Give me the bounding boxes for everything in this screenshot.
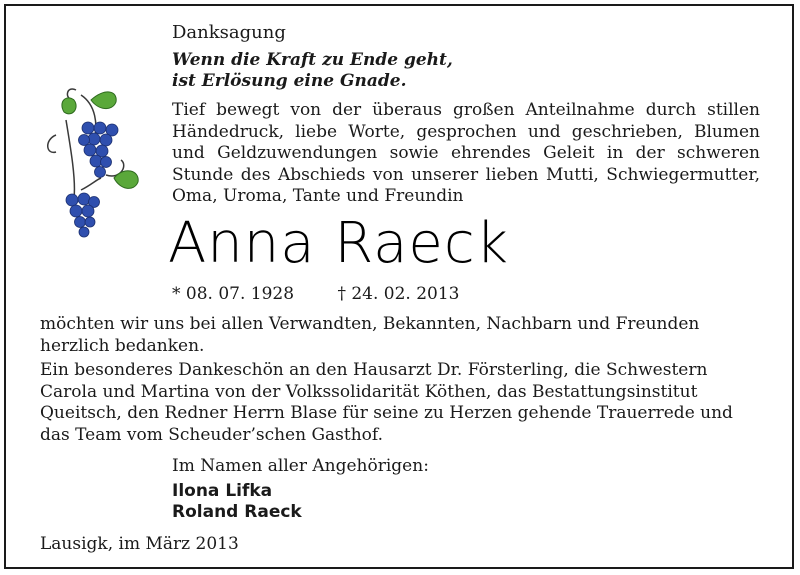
signer-1: Ilona Lifka <box>172 481 273 501</box>
life-dates <box>172 284 460 304</box>
thanks-text: Tief bewegt von der überaus großen Anteilnahme durch stillen Händedruck, liebe Worte, gesprochen und geschrieben, Blumen und Geldzuwendungen sowie ehrendes Geleit in der schweren Stunde des Abschieds von unserer lieben Mutti, Schwiegermutter, Oma, Uroma, Tante und Freundin <box>172 100 760 206</box>
heading: Danksagung <box>172 22 286 43</box>
quote <box>172 50 453 92</box>
death-date: † 24. 02. 2013 <box>337 284 460 304</box>
thanks-paragraph-2: Ein besonderes Dankeschön an den Hausarzt Dr. Försterling, die Schwestern Carola und Martina von der Volkssolidarität Köthen, das Bestattungsinstitut Queitsch, den Redner Herrn Blase für seine zu Herzen gehende Trauerrede und das Team vom Scheuder’schen Gasthof. <box>40 360 733 445</box>
birth-date: * 08. 07. 1928 <box>172 284 295 304</box>
quote-line-1: Wenn die Kraft zu Ende geht, <box>172 50 453 70</box>
deceased-name: Anna Raeck <box>168 211 510 276</box>
signoff: Im Namen aller Angehörigen: <box>172 456 429 476</box>
thanks-paragraph-1: möchten wir uns bei allen Verwandten, Bekannten, Nachbarn und Freunden herzlich bedanken. <box>40 314 700 356</box>
quote-line-2: ist Erlösung eine Gnade. <box>172 71 407 91</box>
signer-2: Roland Raeck <box>172 502 302 522</box>
place-date: Lausigk, im März 2013 <box>40 534 239 554</box>
grapes-icon <box>36 80 146 240</box>
